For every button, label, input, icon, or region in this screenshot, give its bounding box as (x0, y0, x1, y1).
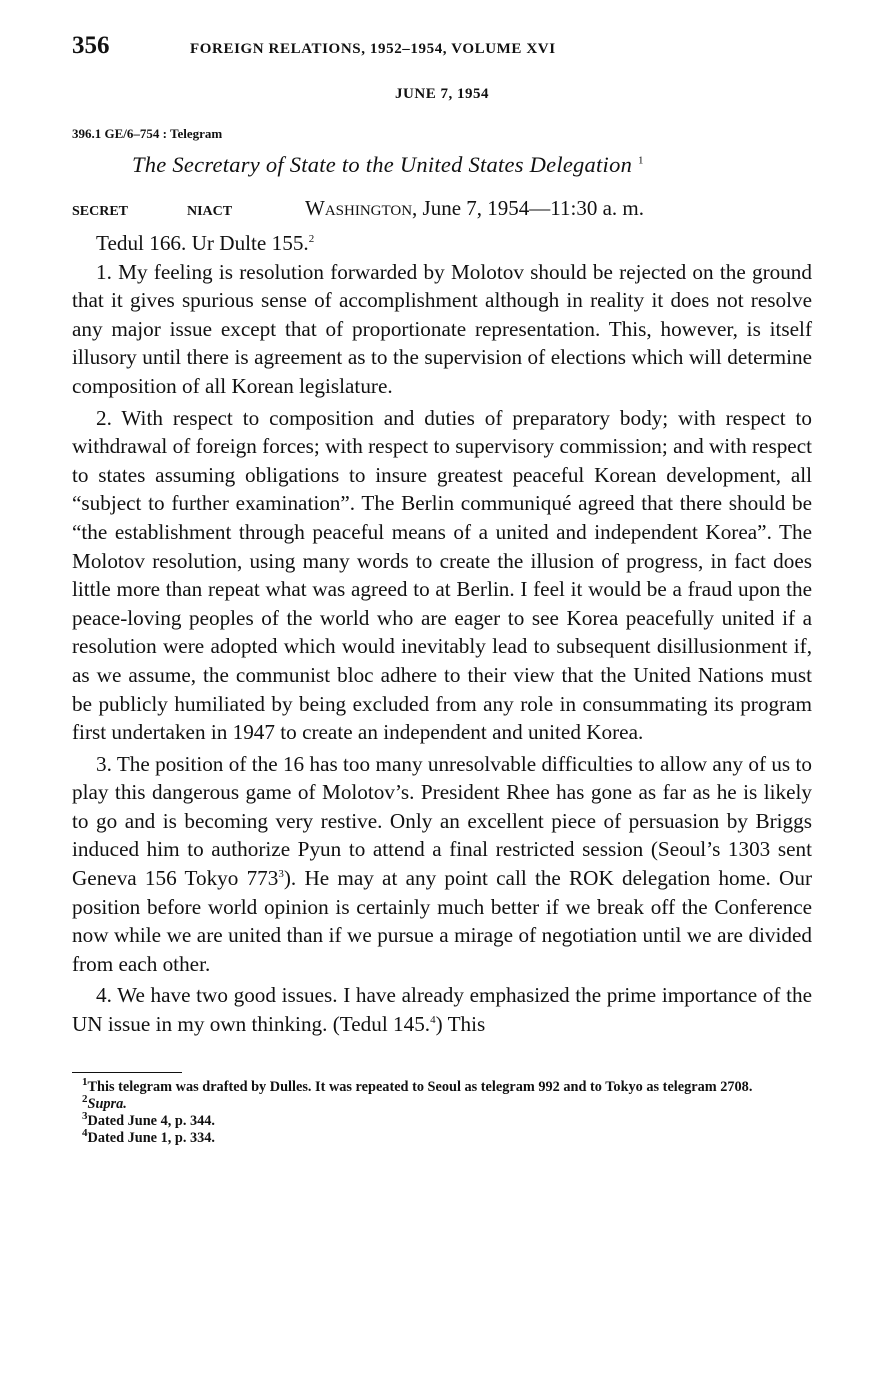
running-header (72, 32, 812, 68)
paragraph: 2. With respect to composition and duties of preparatory body; with respect to withdrawal of foreign forces; with respect to supervisory commission; and with respect to states assuming obligations to insure greatest peaceful Korean development, all “subject to further examination”. The Berlin communiqué agreed that there should be “the establishment through peaceful means of a united and independent Korea”. The Molotov resolution, using many words to create the illusion of progress, in fact does little more than repeat what was agreed to at Berlin. I feel it would be a fraud upon the peace-loving peoples of the world who are eager to see Korea peacefully united if a resolution were adopted which would inevitably lead to subsequent disillusionment if, as we assume, the communist bloc adhere to their view that the United Nations must be publicly humiliated by being excluded from any role in consummating its program first undertaken in 1947 to create an independent and united Korea. (72, 405, 812, 745)
paragraph-text: 3. The position of the 16 has too many unresolvable difficulties to allow any of us to play this dangerous game of Molotov’s. President Rhee has gone as far as he is likely to go and is becoming very restive. Only an excellent piece of persuasion by Briggs induced him to authorize Pyun to attend a final restricted session (Seoul’s 1303 sent Geneva 156 Tokyo 773 (72, 751, 812, 891)
footnote-mark: 1 (82, 1075, 88, 1088)
footnote-ref: 3 (278, 868, 284, 880)
paragraph-text: ) This (435, 1012, 486, 1037)
footnotes (72, 1075, 812, 1148)
paragraph-text: 4. We have two good issues. I have already emphasized the prime importance of the UN issue in my own thinking. (Tedul 145. (72, 983, 812, 1037)
footnote-ref: 4 (430, 1013, 436, 1026)
date-heading: JUNE 7, 1954 (395, 86, 489, 102)
footnote-mark: 3 (82, 1110, 88, 1123)
footnote-ref: 1 (637, 154, 644, 167)
paragraph-text: ). He may at any point call the ROK delegation home. Our position before world opinion is certainly much better if we break off the Conference now while we are united than if we pursue a mirage of negotiation until we are divided from each other. (72, 866, 812, 976)
footnote (72, 1093, 812, 1113)
telegram-body (72, 229, 812, 1039)
footnote (72, 1110, 812, 1130)
footnote-mark: 2 (82, 1093, 88, 1106)
document-page (72, 32, 812, 1147)
document-title (72, 152, 812, 178)
footnote-text: Dated June 1, p. 334. (87, 1130, 215, 1147)
dateline-text (305, 196, 644, 221)
paragraph (72, 981, 812, 1038)
file-number: 396.1 GE/6–754 : Telegram (72, 126, 223, 141)
footnote (72, 1127, 812, 1147)
footnote-mark: 4 (82, 1127, 88, 1140)
running-title: FOREIGN RELATIONS, 1952–1954, VOLUME XVI (190, 41, 556, 57)
classification: SECRET (72, 204, 129, 219)
dateline-time: , June 7, 1954—11:30 a. m. (412, 196, 645, 220)
paragraph: 1. My feeling is resolution forwarded by Molotov should be rejected on the ground that it gives spurious sense of accomplishment although in reality it does not resolve any major issue except that of proportionate representation. This, however, is itself illusory until there is agreement as to the supervision of elections which will determine composition of all Korean legislature. (72, 259, 812, 398)
footnote (72, 1075, 812, 1096)
dateline-place: Washington (305, 196, 413, 220)
dateline (72, 196, 812, 221)
footnote-divider (72, 1072, 182, 1073)
footnote-text: Supra. (87, 1095, 127, 1112)
paragraph (72, 229, 812, 258)
paragraph-text: Tedul 166. Ur Dulte 155. (96, 231, 309, 255)
document-title-text: The Secretary of State to the United States Delegation (132, 152, 633, 177)
footnote-text: Dated June 4, p. 344. (87, 1113, 215, 1130)
footnote-ref: 2 (308, 232, 315, 245)
page-number: 356 (72, 32, 110, 59)
precedence: NIACT (187, 204, 233, 219)
footnote-text: This telegram was drafted by Dulles. It was repeated to Seoul as telegram 992 and to Tokyo as telegram 2708. (87, 1078, 753, 1095)
paragraph (72, 750, 812, 979)
